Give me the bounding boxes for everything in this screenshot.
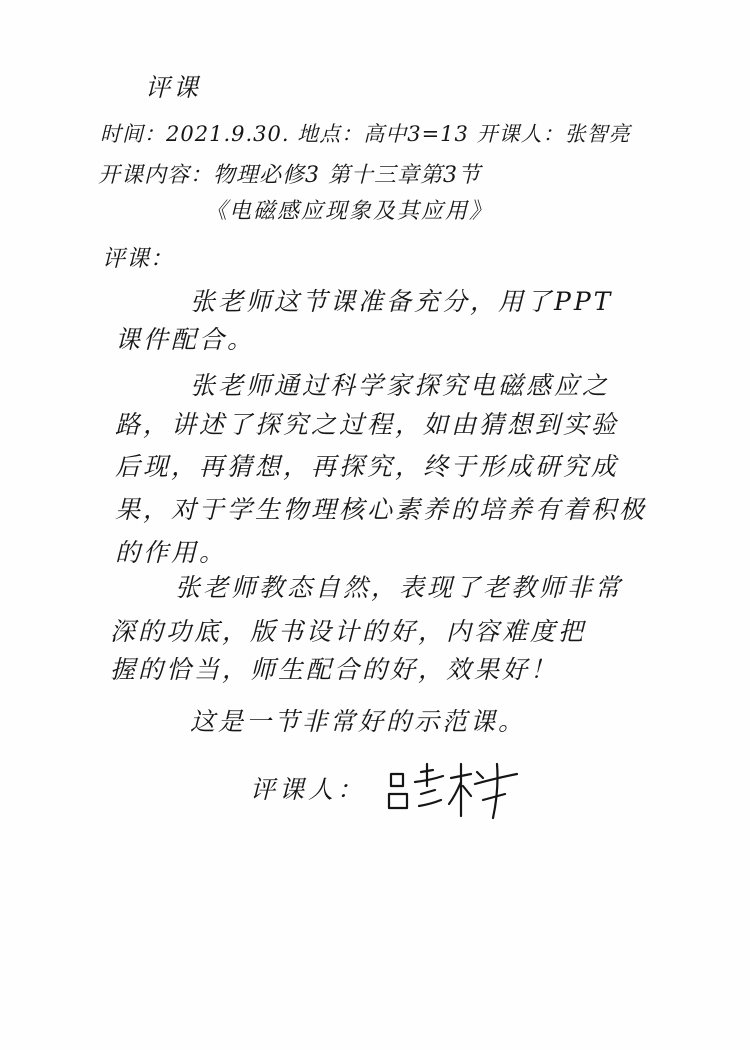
review-line: 果，对于学生物理核心素养的培养有着积极 — [115, 495, 648, 524]
review-line: 张老师这节课准备充分，用了PPT — [190, 287, 614, 316]
lesson-topic: 《电磁感应现象及其应用》 — [205, 199, 494, 224]
review-line: 后现，再猜想，再探究，终于形成研究成 — [115, 452, 620, 481]
review-line: 张老师教态自然，表现了老教师非常 — [175, 573, 624, 602]
meta-line: 时间：2021.9.30. 地点：高中3=13 开课人：张智亮 — [100, 122, 631, 146]
review-line: 路，讲述了探究之过程，如由猜想到实验 — [115, 410, 620, 439]
review-label: 评课： — [102, 246, 174, 272]
reviewer-signature — [385, 760, 520, 820]
review-line: 深的功底，版书设计的好，内容难度把 — [110, 617, 587, 646]
review-line: 这是一节非常好的示范课。 — [190, 707, 527, 736]
review-line: 的作用。 — [115, 538, 228, 567]
page-title: 评课 — [145, 73, 202, 102]
reviewer-label: 评课人： — [250, 775, 367, 804]
review-line: 握的恰当，师生配合的好，效果好！ — [110, 655, 559, 684]
review-line: 课件配合。 — [115, 325, 256, 354]
course-content-line: 开课内容：物理必修3 第十三章第3节 — [98, 163, 481, 188]
review-line: 张老师通过科学家探究电磁感应之 — [190, 371, 611, 400]
